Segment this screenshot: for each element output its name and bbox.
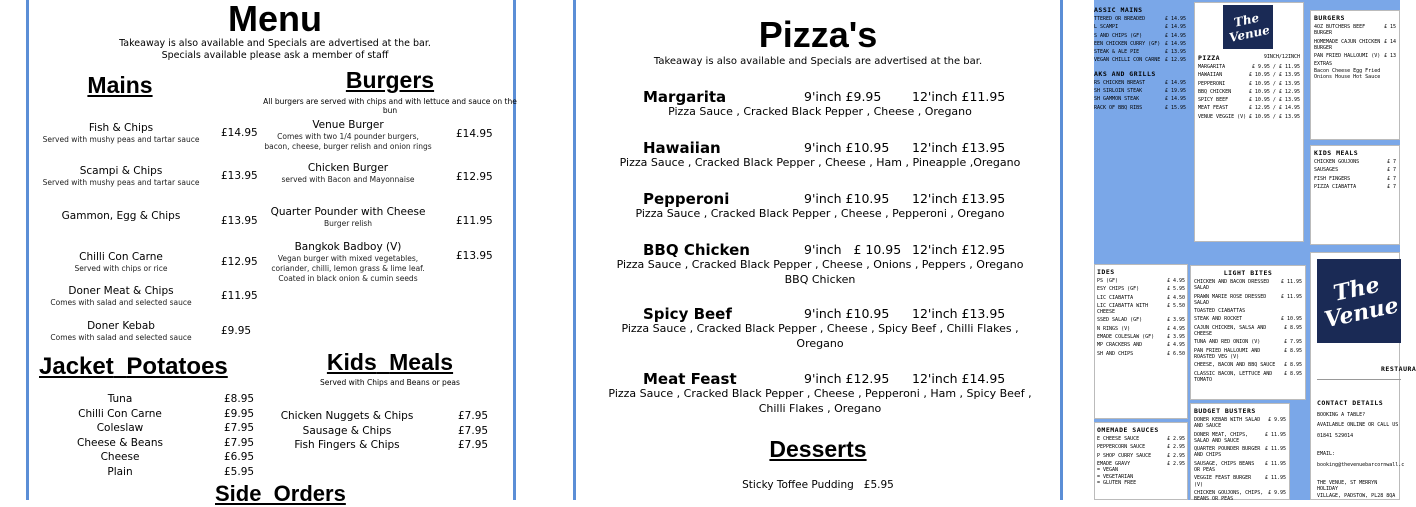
sides-row	[1097, 326, 1185, 332]
venue-logo-small: The Venue	[1223, 5, 1273, 49]
sauces-row-text: P SHOP CURRY SAUCE	[1097, 452, 1152, 459]
classic-mains-row-text: S AND CHIPS (GF)	[1094, 32, 1143, 39]
burger-item-price: £13.95	[456, 250, 493, 262]
classic-mains-row-text: STEAK & ALE PIE	[1094, 49, 1140, 56]
sides-row	[1097, 278, 1185, 284]
sides-row-text: EMADE COLESLAW (GF)	[1097, 334, 1155, 341]
mains-item-price: £13.95	[221, 170, 258, 182]
thumb-pizza-row-price: £ 12.95 / £ 14.95	[1248, 105, 1300, 112]
pizza-row	[576, 241, 1060, 257]
pizza-toppings-cont: BBQ Chicken	[784, 273, 856, 286]
sauces-row	[1097, 444, 1185, 450]
pizza-page-border-right	[1060, 0, 1063, 500]
light-bites-row-text: PRAWN MARIE ROSE DRESSED SALAD	[1194, 293, 1267, 306]
budget-row-price: £ 11.95	[1264, 446, 1286, 453]
thumb-burger-row-price: £ 13	[1383, 53, 1396, 60]
burger-item-price: £12.95	[456, 171, 493, 183]
thumb-burger-row-price: £ 14	[1383, 38, 1396, 45]
contact-divider	[1317, 379, 1401, 380]
thumb-pizza-row	[1198, 105, 1300, 111]
mains-item-desc: Served with mushy peas and tartar sauce	[42, 135, 200, 144]
pizza-row	[576, 190, 1060, 206]
pizza-price-9inch: 9'inch £9.95	[804, 89, 882, 104]
budget-row-price: £ 11.95	[1264, 431, 1286, 438]
budget-row-price: £ 9.95	[1267, 489, 1286, 496]
classic-mains-row-text: VEGAN CHILLI CON CARNE	[1094, 57, 1161, 64]
budget-row-text: QUARTER POUNDER BURGER AND CHIPS	[1194, 446, 1261, 459]
budget-row-text: DONER KEBAB WITH SALAD AND SAUCE	[1194, 417, 1261, 430]
jacket-item-price: £6.95	[224, 451, 255, 463]
thumb-pizza-row	[1198, 89, 1300, 95]
light-bites-row	[1194, 348, 1302, 361]
pizza-row	[576, 139, 1060, 155]
light-bites-row-price: £ 11.95	[1280, 279, 1302, 285]
jacket-item-name: Chilli Con Carne	[78, 407, 162, 420]
classic-mains-row-price: £ 14.95	[1164, 32, 1186, 39]
kids-item-name: Sausage & Chips	[302, 424, 392, 437]
burger-item-name: Quarter Pounder with Cheese	[270, 206, 426, 218]
sides-row	[1097, 342, 1185, 348]
mains-item-price: £11.95	[221, 290, 258, 302]
classic-mains-row	[1094, 57, 1186, 63]
burger-item-price: £11.95	[456, 215, 493, 227]
pizza-toppings: Pizza Sauce , Cracked Black Pepper , Cheese , Ham , Pineapple ,Oregano	[619, 156, 1021, 169]
thumb-pizza-row-price: £ 10.95 / £ 13.95	[1248, 113, 1300, 120]
pizza-price-12inch: 12'inch £13.95	[912, 306, 1006, 321]
classic-mains-row	[1094, 41, 1186, 47]
sauces-row	[1097, 453, 1185, 459]
classic-mains-row-text: L SCAMPI	[1094, 24, 1119, 31]
mains-item-desc: Comes with salad and selected sauce	[50, 298, 192, 307]
light-bites-row	[1194, 294, 1302, 307]
sides-row	[1097, 351, 1185, 357]
mains-item-desc: Served with mushy peas and tartar sauce	[42, 178, 200, 187]
light-bites-row-price: £ 10.95	[1280, 316, 1302, 323]
kids-item-name: Chicken Nuggets & Chips	[280, 410, 414, 422]
sauces-row-price: £ 2.95	[1166, 444, 1185, 451]
pizza-row	[576, 370, 1060, 386]
grills-row-price: £ 14.95	[1164, 96, 1186, 103]
thumb-pizza-row	[1198, 72, 1300, 78]
sauces-row	[1097, 436, 1185, 442]
light-bites-row-text: TOASTED CIABATTAS	[1194, 308, 1246, 315]
sides-row-price: £ 3.95	[1166, 334, 1185, 341]
light-bites-row	[1194, 308, 1302, 314]
burger-item-desc: bacon, cheese, burger relish and onion rings	[264, 142, 432, 151]
page-border-left	[26, 0, 29, 500]
mains-item-price: £14.95	[221, 127, 258, 139]
budget-busters-card: BUDGET BUSTERS DONER KEBAB WITH SALAD AND SAUCE £ 9.95 DONER MEAT, CHIPS, SALAD AND SAUCE £ 11.95 QUARTER POUNDER BURGER AND CHIPS £ 11.95 SAUSAGE, CHIPS BEANS OR PEAS £ 11.95 VEGGIE FEAST BURGER (V) £ 11.95 CHICKEN GOUJONS, CHIPS, BEANS OR PEAS £ 9.95	[1190, 403, 1290, 500]
budget-row-text: DONER MEAT, CHIPS, SALAD AND SAUCE	[1194, 431, 1249, 444]
pizza-price-9inch: 9'inch £ 10.95	[804, 242, 902, 257]
jacket-item-price: £7.95	[224, 436, 255, 449]
pizza-price-9inch: 9'inch £10.95	[804, 191, 890, 206]
pizza-row	[576, 305, 1060, 321]
pizza-toppings-cont: Oregano	[796, 337, 844, 350]
sides-row-price: £ 5.50	[1166, 302, 1185, 309]
page-border-right	[513, 0, 516, 500]
classic-mains-row	[1094, 24, 1186, 30]
sides-row-text: LIC CIABATTA WITH CHEESE	[1097, 302, 1149, 316]
classic-mains-row	[1094, 49, 1186, 55]
mains-item-desc: Comes with salad and selected sauce	[50, 333, 192, 342]
burgers-heading: Burgers	[345, 67, 435, 93]
sides-row-price: £ 6.50	[1166, 350, 1185, 357]
mains-heading: Mains	[87, 72, 153, 98]
burger-item-desc: Comes with two 1/4 pounder burgers,	[277, 132, 419, 141]
side-orders-heading: Side Orders	[215, 481, 346, 506]
thumb-burger-row-text: EXTRAS	[1314, 61, 1333, 68]
budget-row-price: £ 11.95	[1264, 460, 1286, 467]
desserts-heading: Desserts	[769, 436, 867, 462]
grills-row-price: £ 15.95	[1164, 104, 1186, 111]
light-bites-row-price: £ 11.95	[1280, 293, 1302, 300]
kids-note: Served with Chips and Beans or peas	[320, 378, 460, 387]
grills-row	[1094, 80, 1186, 86]
thumb-pizza-row	[1198, 81, 1300, 87]
grills-row-text: RS CHICKEN BREAST	[1094, 79, 1146, 86]
burger-item-name: Venue Burger	[312, 119, 384, 131]
sides-row-price: £ 4.50	[1166, 294, 1185, 301]
classic-mains-row-text: EEN CHICKEN CURRY (GF)	[1094, 40, 1161, 47]
contact-card: The Venue RESTAURA CONTACT DETAILS BOOKING A TABLE? AVAILABLE ONLINE OR CALL US 01841 529014 EMAIL: booking@thevenuebarcornwall.c THE VENUE, ST MERRYN HOLIDAY VILLAGE, PADSTOW, PL28 8QA	[1310, 252, 1400, 500]
jacket-item-name: Coleslaw	[96, 422, 144, 434]
burger-item-desc: coriander, chilli, lemon grass & lime leaf.	[271, 264, 425, 273]
burger-item-name: Chicken Burger	[307, 162, 389, 174]
pizza-price-12inch: 12'inch £12.95	[912, 242, 1006, 257]
burger-item-desc: Burger relish	[323, 219, 373, 228]
kids-item-price: £7.95	[458, 410, 489, 422]
sides-row	[1097, 303, 1185, 316]
thumb-burger-row-text: PAN FRIED HALLOUMI (V)	[1314, 53, 1381, 60]
thumb-burger-row-text: HOMEMADE CAJUN CHICKEN BURGER	[1314, 38, 1381, 51]
light-bites-row	[1194, 316, 1302, 322]
sides-row-text: MP CRACKERS AND	[1097, 342, 1143, 349]
mains-item-name: Doner Kebab	[87, 320, 155, 332]
light-bites-row-text: CAJUN CHICKEN, SALSA AND CHEESE	[1194, 324, 1267, 338]
thumb-pizza-row-text: HAWAIIAN	[1198, 72, 1223, 79]
thumb-pizza-row-text: PEPPERONI	[1198, 80, 1226, 87]
pizza-row	[576, 88, 1060, 104]
pizza-toppings: Pizza Sauce , Cracked Black Pepper , Cheese , Pepperoni , Ham , Spicy Beef ,	[608, 387, 1032, 400]
menu-title: Menu	[228, 0, 322, 39]
grills-row	[1094, 88, 1186, 94]
thumb-pizza-row	[1198, 64, 1300, 70]
burgers-note: All burgers are served with chips and with lettuce and sauce on the bun	[263, 97, 517, 115]
light-bites-row-text: CHEESE, BACON AND BBQ SAUCE	[1194, 362, 1276, 369]
sides-row-price: £ 4.95	[1166, 342, 1185, 349]
budget-row-price: £ 11.95	[1264, 475, 1286, 482]
pizza-name: Spicy Beef	[643, 305, 732, 323]
mains-item-name: Fish & Chips	[88, 122, 154, 134]
jacket-item-name: Plain	[107, 465, 133, 478]
thumb-pizza-row-price: £ 9.95 / £ 11.95	[1251, 64, 1300, 70]
grills-row-price: £ 14.95	[1164, 79, 1186, 86]
thumb-kids-row-price: £ 7	[1386, 183, 1396, 190]
menu-note: Takeaway is also available and Specials are advertised at the bar.	[119, 38, 431, 49]
pizza-price-12inch: 12'inch £14.95	[912, 371, 1006, 386]
kids-item-price: £7.95	[458, 439, 489, 451]
budget-row-text: VEGGIE FEAST BURGER (V)	[1194, 475, 1252, 488]
pizza-toppings: Pizza Sauce , Cracked Black Pepper , Cheese , Onions , Peppers , Oregano	[616, 258, 1024, 271]
thumb-kids-row-price: £ 7	[1386, 159, 1396, 165]
sides-row-price: £ 3.95	[1166, 317, 1185, 324]
jacket-item-price: £9.95	[224, 407, 255, 420]
mains-item-price: £9.95	[221, 325, 252, 337]
sides-row	[1097, 295, 1185, 301]
light-bites-row-price: £ 8.95	[1283, 324, 1302, 331]
sauces-row-price: £ 2.95	[1166, 460, 1185, 467]
mains-item-name: Scampi & Chips	[79, 165, 163, 177]
sauces-row-text: PEPPERCORN SAUCE	[1097, 444, 1146, 451]
grills-row-text: SH SIRLOIN STEAK	[1094, 88, 1143, 95]
thumb-pizza-row-text: SPICY BEEF	[1198, 97, 1229, 104]
budget-row	[1194, 461, 1286, 474]
light-bites-row-price: £ 8.95	[1283, 370, 1302, 377]
thumb-burger-row-price: £ 15	[1383, 24, 1396, 30]
thumb-pizza-row	[1198, 114, 1300, 120]
pizza-title: Pizza's	[758, 14, 878, 55]
sides-row	[1097, 317, 1185, 323]
thumb-pizza-row-price: £ 10.95 / £ 13.95	[1248, 97, 1300, 104]
light-bites-card: LIGHT BITES CHICKEN AND BACON DRESSED SALAD £ 11.95 PRAWN MARIE ROSE DRESSED SALAD £ 11.95 TOASTED CIABATTAS STEAK AND ROCKET £ 10.95 CAJUN CHICKEN, SALSA AND CHEESE £ 8.95 TUNA AND RED ONION (V) £ 7.95 PAN FRIED HALLOUMI AND ROASTED VEG (V) £ 8.95 CHEESE, BACON AND BBQ SAUCE £ 8.95 CLASSIC BACON, LETTUCE AND TOMATO £ 8.95	[1190, 265, 1306, 400]
classic-mains-row-price: £ 14.95	[1164, 24, 1186, 31]
jacket-item-price: £7.95	[224, 422, 255, 434]
budget-row	[1194, 417, 1286, 430]
thumb-pizza-row-price: £ 10.95 / £ 13.95	[1248, 72, 1300, 79]
burgers-card: BURGERS 4OZ BUTCHERS BEEF BURGER £ 15 HOMEMADE CAJUN CHICKEN BURGER £ 14 PAN FRIED HALLOUMI (V) £ 13 EXTRAS Bacon Cheese Egg Fried Onions House Hot Sauce	[1310, 10, 1400, 140]
sides-row	[1097, 286, 1185, 292]
pizza-name: Margarita	[643, 88, 727, 106]
sides-row-price: £ 5.95	[1166, 286, 1185, 293]
sides-row	[1097, 334, 1185, 340]
grills-row	[1094, 96, 1186, 102]
grills-row-text: RACK OF BBQ RIBS	[1094, 104, 1143, 111]
jacket-item-name: Cheese	[100, 451, 140, 463]
mains-item-name: Doner Meat & Chips	[68, 285, 174, 297]
jacket-potatoes-heading: Jacket Potatoes	[39, 353, 228, 380]
thumb-pizza-row-price: £ 10.95 / £ 13.95	[1248, 80, 1300, 87]
sauces-row-price: £ 2.95	[1166, 436, 1185, 442]
thumb-pizza-row-text: MARGARITA	[1198, 64, 1226, 70]
sides-row-text: PS (GF)	[1097, 278, 1119, 284]
budget-row-text: SAUSAGE, CHIPS BEANS OR PEAS	[1194, 460, 1255, 474]
pizza-name: BBQ Chicken	[643, 241, 750, 259]
light-bites-row	[1194, 339, 1302, 345]
sides-card: IDES PS (GF) £ 4.95 ESY CHIPS (GF) £ 5.95 LIC CIABATTA £ 4.50 LIC CIABATTA WITH CHEESE £ 5.50 SSED SALAD (GF) £ 3.95 N RINGS (V) £ 4.95 EMADE COLESLAW (GF) £ 3.95 MP CRACKERS AND £ 4.95 SH AND CHIPS £ 6.50	[1094, 264, 1188, 419]
thumb-kids-row-price: £ 7	[1386, 167, 1396, 174]
pizza-note: Takeaway is also available and Specials are advertised at the bar.	[653, 56, 983, 67]
thumb-burger-row	[1314, 39, 1396, 52]
thumb-burger-row	[1314, 24, 1396, 37]
thumb-pizza-row-text: MEAT FEAST	[1198, 105, 1229, 112]
pizza-name: Meat Feast	[643, 370, 737, 388]
venue-logo-large: The Venue	[1317, 259, 1401, 343]
sides-row-text: SSED SALAD (GF)	[1097, 317, 1143, 324]
pizza-card: The Venue PIZZA 9INCH/12INCH MARGARITA £ 9.95 / £ 11.95 HAWAIIAN £ 10.95 / £ 13.95 PEPPERONI £ 10.95 / £ 13.95 BBQ CHICKEN £ 10.95 / £ 12.95 SPICY BEEF £ 10.95 / £ 13.95 MEAT FEAST £ 12.95 / £ 14.95 VENUE VEGGIE (V) £ 10.95 / £ 13.95	[1194, 2, 1304, 242]
pizza-toppings: Pizza Sauce , Cracked Black Pepper , Cheese , Spicy Beef , Chilli Flakes ,	[621, 322, 1019, 335]
budget-row	[1194, 432, 1286, 445]
sides-row-price: £ 4.95	[1166, 325, 1185, 332]
light-bites-row-text: PAN FRIED HALLOUMI AND ROASTED VEG (V)	[1194, 347, 1261, 360]
classic-mains-card: ASSIC MAINS TTERED OR BREADED £ 14.95 L SCAMPI £ 14.95 S AND CHIPS (GF) £ 14.95 EEN CHICKEN CURRY (GF) £ 14.95 STEAK & ALE PIE £ 13.95 VEGAN CHILLI CON CARNE £ 12.95 AKS AND GRILLS RS CHICKEN BREAST £ 14.95 SH SIRLOIN STEAK £ 19.95 SH GAMMON STEAK £ 14.95 RACK OF BBQ RIBS £ 15.95	[1094, 6, 1186, 111]
grills-row	[1094, 105, 1186, 111]
kids-item-name: Fish Fingers & Chips	[294, 439, 400, 451]
burger-item-desc: served with Bacon and Mayonnaise	[281, 175, 415, 184]
light-bites-row	[1194, 279, 1302, 292]
pizza-price-12inch: 12'inch £11.95	[912, 89, 1006, 104]
light-bites-row-price: £ 7.95	[1283, 339, 1302, 346]
thumb-pizza-row-price: £ 10.95 / £ 12.95	[1248, 88, 1300, 95]
thumb-kids-row-text: SAUSAGES	[1314, 167, 1339, 174]
classic-mains-row-price: £ 12.95	[1164, 57, 1186, 64]
sides-row-text: LIC CIABATTA	[1097, 294, 1134, 301]
pizza-price-9inch: 9'inch £10.95	[804, 140, 890, 155]
thumb-kids-row-text: CHICKEN GOUJONS	[1314, 159, 1360, 165]
burger-item-desc: Coated in black onion & cumin seeds	[278, 274, 418, 283]
sides-row-text: ESY CHIPS (GF)	[1097, 286, 1140, 293]
light-bites-row-text: STEAK AND ROCKET	[1194, 316, 1243, 323]
budget-row	[1194, 446, 1286, 459]
budget-row-price: £ 9.95	[1267, 417, 1286, 423]
kids-meals-heading: Kids Meals	[326, 349, 454, 375]
burger-item-price: £14.95	[456, 128, 493, 140]
sides-row-price: £ 4.95	[1166, 278, 1185, 284]
thumb-pizza-row	[1198, 97, 1300, 103]
light-bites-row-text: CLASSIC BACON, LETTUCE AND TOMATO	[1194, 370, 1273, 383]
grills-row-text: SH GAMMON STEAK	[1094, 96, 1140, 103]
light-bites-row-price: £ 8.95	[1283, 362, 1302, 369]
classic-mains-row-text: TTERED OR BREADED	[1094, 16, 1146, 22]
budget-row-text: CHICKEN GOUJONS, CHIPS, BEANS OR PEAS	[1194, 489, 1264, 503]
kids-meals-card: KIDS MEALS CHICKEN GOUJONS £ 7 SAUSAGES £ 7 FISH FINGERS £ 7 PIZZA CIABATTA £ 7	[1310, 145, 1400, 245]
mains-item-name: Chilli Con Carne	[79, 251, 163, 263]
jacket-item-price: £5.95	[224, 465, 255, 478]
pizza-price-12inch: 12'inch £13.95	[912, 140, 1006, 155]
classic-mains-row-price: £ 14.95	[1164, 40, 1186, 47]
sauces-card: OMEMADE SAUCES E CHEESE SAUCE £ 2.95 PEPPERCORN SAUCE £ 2.95 P SHOP CURRY SAUCE £ 2.95 EMADE GRAVY £ 2.95 = VEGAN = VEGETARIAN = GLUTEN FREE	[1094, 422, 1188, 500]
budget-row	[1194, 490, 1286, 503]
sauces-row-text: E CHEESE SAUCE	[1097, 436, 1140, 442]
pizza-price-9inch: 9'inch £12.95	[804, 371, 890, 386]
jacket-item-name: Cheese & Beans	[77, 436, 163, 449]
dessert-item: Sticky Toffee Pudding £5.95	[742, 479, 894, 491]
mains-item-price: £12.95	[221, 256, 258, 268]
menu-note-2: Specials available please ask a member of staff	[161, 50, 389, 61]
jacket-item-name: Tuna	[107, 393, 133, 405]
classic-mains-row-price: £ 13.95	[1164, 49, 1186, 56]
mains-item-price: £13.95	[221, 215, 258, 227]
printed-menu-preview	[1094, 0, 1416, 503]
thumb-kids-row	[1314, 184, 1396, 190]
light-bites-row	[1194, 362, 1302, 368]
pizza-name: Hawaiian	[643, 139, 721, 157]
mains-item-name: Gammon, Egg & Chips	[61, 210, 181, 222]
burger-item-desc: Vegan burger with mixed vegetables,	[277, 254, 419, 263]
thumb-kids-row-price: £ 7	[1386, 175, 1396, 182]
thumb-kids-row-text: PIZZA CIABATTA	[1314, 183, 1357, 190]
mains-item-desc: Served with chips or rice	[74, 264, 168, 273]
light-bites-row-text: TUNA AND RED ONION (V)	[1194, 339, 1261, 346]
jacket-item-price: £8.95	[224, 393, 255, 405]
thumb-pizza-row-text: VENUE VEGGIE (V)	[1198, 113, 1247, 120]
pizza-toppings-cont: Chilli Flakes , Oregano	[758, 402, 882, 415]
light-bites-row	[1194, 325, 1302, 338]
pizza-toppings: Pizza Sauce , Cracked Black Pepper , Cheese , Pepperoni , Oregano	[635, 207, 1005, 220]
classic-mains-row-price: £ 14.95	[1164, 16, 1186, 22]
kids-item-price: £7.95	[458, 424, 489, 437]
pizza-price-12inch: 12'inch £13.95	[912, 191, 1006, 206]
pizza-toppings: Pizza Sauce , Cracked Black Pepper , Cheese , Oregano	[668, 105, 972, 118]
pizza-name: Pepperoni	[643, 190, 730, 208]
burger-item-name: Bangkok Badboy (V)	[294, 241, 402, 253]
sides-row-text: N RINGS (V)	[1097, 325, 1131, 332]
thumb-kids-row	[1314, 176, 1396, 182]
classic-mains-row	[1094, 33, 1186, 39]
light-bites-row-text: CHICKEN AND BACON DRESSED SALAD	[1194, 279, 1270, 292]
light-bites-row	[1194, 371, 1302, 384]
thumb-kids-row	[1314, 159, 1396, 165]
budget-row	[1194, 475, 1286, 488]
thumb-burger-row-text: 4OZ BUTCHERS BEEF BURGER	[1314, 24, 1366, 37]
thumb-kids-row	[1314, 167, 1396, 173]
grills-row-price: £ 19.95	[1164, 88, 1186, 95]
thumb-pizza-row-text: BBQ CHICKEN	[1198, 88, 1232, 95]
thumb-burger-row	[1314, 53, 1396, 59]
light-bites-row-price: £ 8.95	[1283, 347, 1302, 354]
classic-mains-row	[1094, 16, 1186, 22]
thumb-kids-row-text: FISH FINGERS	[1314, 175, 1351, 182]
sides-row-text: SH AND CHIPS	[1097, 350, 1134, 357]
sauces-row-text: EMADE GRAVY	[1097, 460, 1131, 467]
sauces-row-price: £ 2.95	[1166, 452, 1185, 459]
pizza-price-9inch: 9'inch £10.95	[804, 306, 890, 321]
